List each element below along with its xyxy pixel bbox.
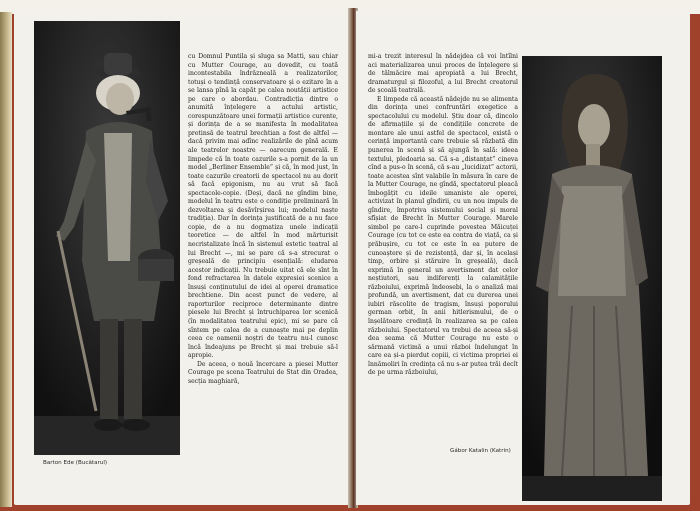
previous-pages-edge [0, 12, 12, 507]
right-paragraph-1: mi-a trezit interesul în nădejdea că voi întîlni aci materializarea unui proces de înțelegere și de tălmăcire mai apropiată a lui Brecht, dramaturgul și filozoful, a lui Brecht creatorul de școală teatrală. [368, 53, 518, 95]
right-page [356, 11, 690, 505]
right-photo-actress [522, 56, 662, 501]
actress-portrait-illustration [522, 56, 662, 501]
left-page [14, 11, 350, 505]
left-photo-actor [34, 21, 180, 455]
right-photo-caption: Gábor Katalin (Katrin) [450, 448, 511, 454]
left-photo-caption: Barton Ede (Bucătarul) [43, 460, 108, 466]
left-paragraph-2: De aceea, o nouă încercare a piesei Mutter Courage pe scena Teatrului de Stat din Oradea, secția maghiară, [188, 360, 338, 385]
actor-portrait-illustration [34, 21, 180, 455]
right-paragraph-2: E limpede că această nădejde nu se alimenta din dorința unei confruntări exegetice a spectacolului cu modelul. Știu doar că, dincolo de afirmațiile și de condițiile concrete de montare ale unui astfel de spectacol, există o cerință importantă care trebuie să răzbată din punerea în scenă și să ajungă în sală: ideea textului, pledoaria sa. Că s-a „distanțat” cineva cînd a pus-o în scenă, că s-au „lucidizat” actorii, toate acestea sînt valabile în măsura în care de la Mutter Courage, ne gîndă, spectatorul pleacă îmbogățit cu ideile umaniste ale operei, activizat în planul gîndirii, cu un nou impuls de gîndire, împotriva sistemului social și moral sfîșiat de Brecht în Mutter Courage. Marele simbol pe care-l cuprinde povestea Măicuței Courage (cu tot ce este ea contra de viață, ca și prăbușire, cu tot ce este în ea putere de cunoaștere și de rezistență, dar și, în același timp, orbire și stăruire în greșeală), dacă exprimă în general un avertisment dat celor neștiutori, sau indiferenți la calamitățile războiului, exprimă îndeosebi, la o analiză mai profundă, un avertisment, dat cu durerea unei iubiri răscolite de tragism, însuși poporului german orbit, în anii hitlerismului, de o înșelătoare credință în realizarea sa pe calea războiului. Spectatorul va trebui de aceea să-și dea seama că Mutter Courage nu este o sărmană victimă a unui război îndelungat în care ea și-a pierdut copiii, ci victima propriei ei înnămoliri în credința că nu s-ar putea trăi decît de pe urma războiului, [368, 95, 518, 377]
left-paragraph-1: cu Domnul Puntila și sluga sa Matti, sau chiar cu Mutter Courage, au dovedit, cu toată incontestabila îndrăzneală a realizatorilor, totuși o tendință conservatoare și o ezitare în a se lansa pînă la capăt pe calea noutății artistice pe care o abordau. Contradicția dintre o anumită înțelegere a actului artistic, corespunzătoare unei formații artistice curente, și dorința de a se manifesta în modalitatea pretinsă de teatrul brechtian a fost de altfel — dacă privim mai adînc realizările de pînă acum ale teatrelor noastre — oarecum generală. E limpede că în toate cazurile s-a pornit de la un model „Berliner Ensemble” și că, în mod just, în toate cazurile creatorii de spectacol nu au dorit să facă epigonism, nu au vrut să facă spectacole-copie. (Deși, dacă ne gîndim bine, modelul în teatru este o condiție preliminară în dezvoltarea și desăvîrșirea lui; modelul naște tradiția). Dar în dorința justificată de a nu face copie, de a nu dogmatiza unele indicații teoretice — de altfel în mod mărturisit necristalizate încă în sistemul estetic teatral al lui Brecht —, mi se pare că s-a strecurat o greșeală de principiu esențială: eludarea acestor indicații. Nu trebuie uitat că ele sînt în fond refractarea în datele expresiei scenice a însuși conținutului de idei al operei dramatice brechtiene. Din acest punct de vedere, al raporturilor reciproce determinante dintre piesele lui Brecht și întruchiparea lor scenică (în modalitatea teatrului epic), mi se pare că sîntem pe calea de a cunoaște mai pe deplin ceea ce oamenii noștri de teatru nu-l cunosc încă îndeajuns pe Brecht și mai trebuie să-l apropie. [188, 53, 338, 360]
right-text-column [368, 53, 518, 378]
left-text-column [188, 53, 338, 386]
